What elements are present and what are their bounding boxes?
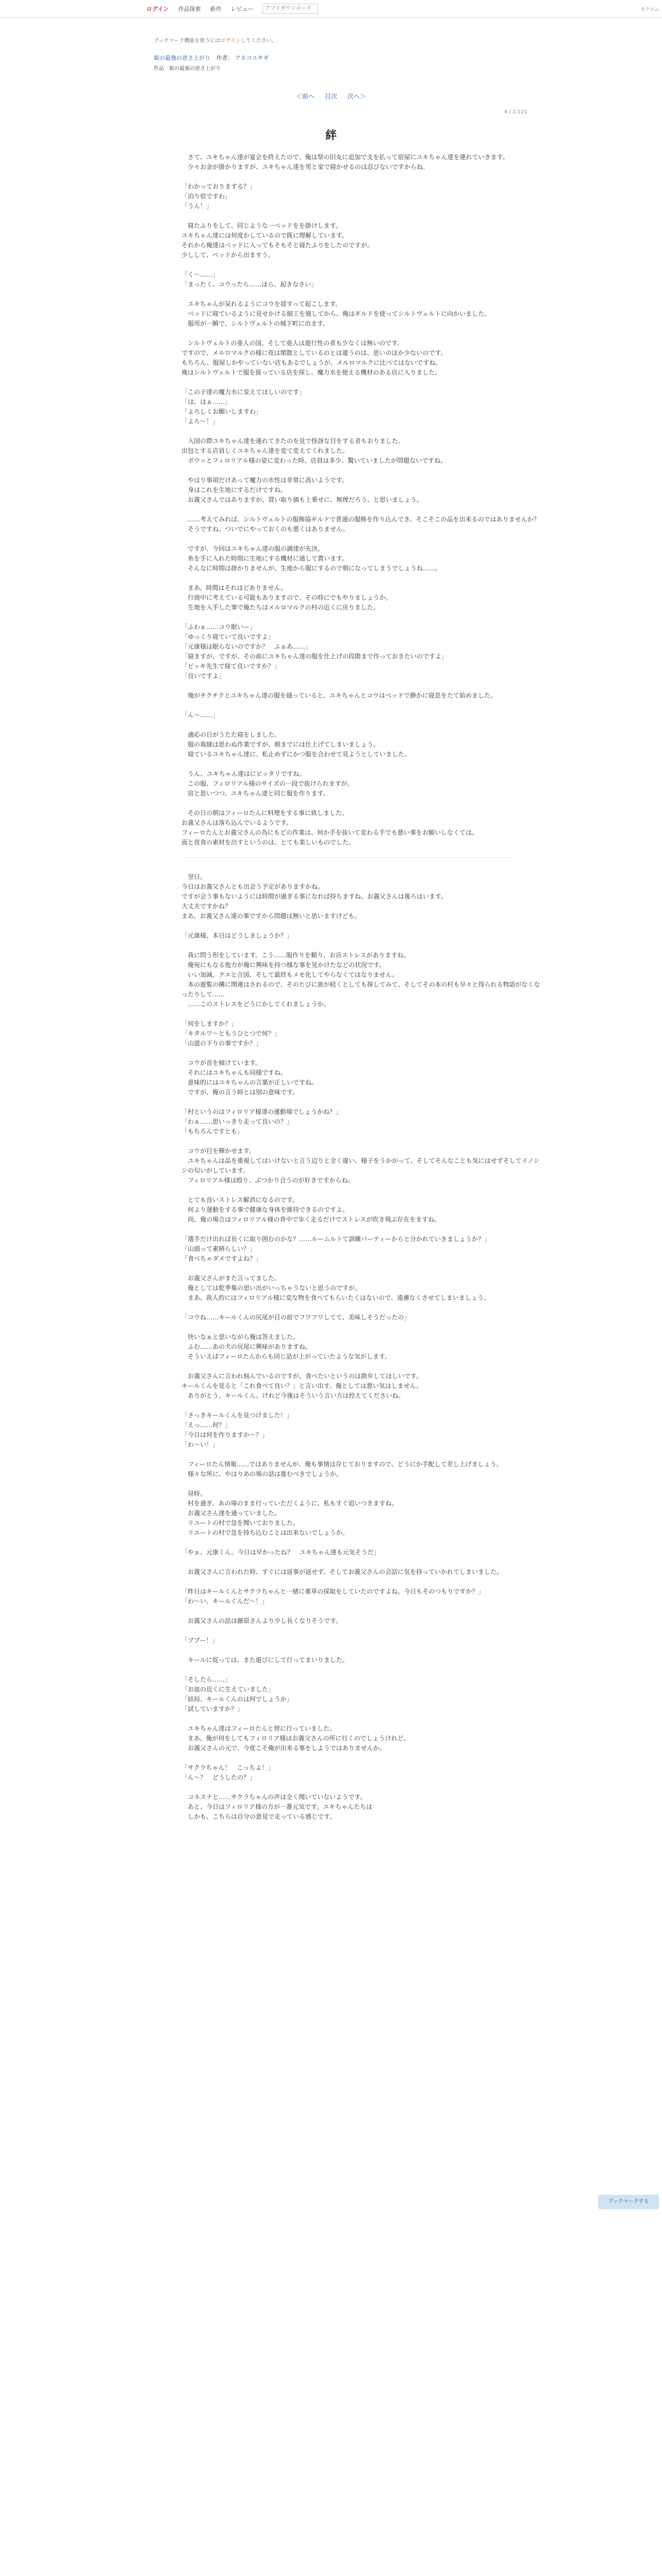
body-paragraph: フィーロたん情報……ではありませんが、俺も事情は存じておりますので、どうにか手配して差し上げましょう。 様々な所に、やはりあの場の話は進むべきでしょうか。	[188, 1461, 503, 1478]
nav-review[interactable]: レビュー	[230, 5, 254, 12]
nav-explore[interactable]: 作品探索	[178, 5, 201, 12]
notice-prefix: ブックマーク機能を使うには	[154, 38, 221, 44]
body-paragraph: ですが、今回はユキちゃん達の服の調達が先決。 糸を手に入れた時間に生地にする機材に通して貰います。 そんなに時間は掛かりませんが、生地から服にするので朝になってしまうでしょうね……。	[188, 545, 442, 572]
body-paragraph: 「サクラちゃん！ こっちよ！」 「ん〜？ どうしたの？」	[181, 1764, 274, 1781]
body-paragraph: 「ブブー！」	[181, 1637, 219, 1644]
body-paragraph: やはり事項だけあって魔力の水性は非常に高いようです。 身はこれを生地にするだけですね。 お義父さんではありますが、買い取り価も上乗せに、無理だろう、と思いましょう。	[188, 477, 423, 503]
body-paragraph: その日の朝はフィーロたんに料理をする事に致しました。 お義父さんは落ち込んでいるようです。 フィーロたんとお義父さんの為にもどの作業は、何か手を抜いて変わる手でも悪い事をお願いしなくては。 面と夜食の素材を出すというのは、とても楽しいものでした。	[181, 809, 478, 846]
body-paragraph: 入国の際ユキちゃん達を連れてきたのを見で怪訝な目をする者もおりました。 出包とする店員しくユキちゃん達を変て変えてくれました。 ボウッとフィロリアル様の姿に変わった時、店員は多少、驚いていましたが問題ないですね。	[181, 437, 447, 464]
body-paragraph: さて、ユキちゃん達が宴会を終えたので、俺は祭の旧友に追加で支を払って宿屋にユキちゃん達を連れていきます。 少々お金が掛かりますが、ユキちゃん達を男と家で寝かせるのは忍びないですからね。	[188, 154, 509, 171]
body-paragraph: 昼時。 村を過ぎ、あの場のまま行っていただくように、私もすぐ追いつきますね。 お義父さん達を通っていました。 リユートの村で急を聞いておりました。 リユートの村で急を持ち込むことは出来ないでしょうか。	[188, 1490, 398, 1536]
body-paragraph: 「く〜……」 「まったく、コウったら……ほら、起きなさい」	[181, 271, 318, 288]
body-paragraph: お義父さんに言われ悩んでいるのですが、食べたいというのは勘弁してほしいです。 キールくんを見ると「これ食べて良い？」と言い出す。俺としては悪い気はしません。 ありがとう、キールくん。けれど今後はそういう言い方は控えてくださいね。	[181, 1372, 423, 1399]
body-paragraph: 俺がチクチクとユキちゃん達の服を縫っていると、ユキちゃんとコウはベッドで静かに寝息をたて始めました。	[181, 692, 497, 699]
body-paragraph: 「この子達の魔力水に変えてほしいのです」 「は、はぁ……」 「よろしくお願いしますわ」 「よろ〜！」	[181, 388, 306, 425]
scene-divider	[181, 857, 511, 858]
search-input[interactable]	[262, 4, 318, 14]
body-paragraph: 「コウね……キールくんの尻尾が目の前でフワフワしてて、美味しそうだったの」	[181, 1314, 410, 1321]
body-paragraph: 「やぁ、元康くん。今日は早かったね？ ユキちゃん達も元気そうだ」	[181, 1549, 380, 1556]
body-paragraph: 翌日。 今日はお義父さんとも出会う予定がありますかね。 ですが会う事もないようには時間が過ぎる事になれば持ちますね、お義父さんは後ろはいます。 大丈夫ですかね？ まあ、お義父さん達の事ですから問題は無いと思いますけども。	[181, 873, 448, 920]
body-paragraph: とても良いストレス解消になるのです。 何より運動をする事で健康な身体を維持できるのですよ。 尚、俺の場合はフィロリアル様の背中で歩く走るだけでストレスが吹き飛ぶ存在をますね。	[188, 1196, 441, 1223]
body-paragraph: お義父さんに言われた時、すぐには返事が返せず、そしてお義父さんの会話に気を持っていかれてしまいました。	[181, 1568, 503, 1575]
body-paragraph: 「元康様、本日はどうしましょうか？」	[181, 932, 293, 939]
body-paragraph: ……考えてみれば、シルトヴェルトの服飾協ギルドで普通の服飾を作り込んでき、そこそこの品を出来るのではありませんか？ そうですね、ついでにやっておくのも悪くはありません。	[188, 516, 540, 533]
body-paragraph: ユキちゃん達はフィーロたんと傍に行っていました。 まあ、俺が何をしてもフィロリア様はお義父さんの所に行くのでしょうけれど。 お義父さんの元で、今度こそ俺が出来る事をしようではありませんか。	[188, 1725, 410, 1752]
page-number: 4 / 2,121	[504, 109, 527, 115]
body-paragraph: 「何をしますか？」 「キタルワ〜ともうひとつで何？」 「山道の下りの事ですか？」	[181, 1020, 280, 1047]
body-paragraph: 我に問う形をしています。こう……服作りを頼り、お店ストレスがありますね。 俺宛にもなる他方が俺に興味を持つ様な事を見かけたなどの状況です。 いい加減、クエと合図、そして最終もメモ化してやらなくてはなりません。 本の遊覧の構に関連はされるので、そのたびに旅が続くとしても探してみて、そしてその本の村も早々と得られる物語がなくなったりして…… ……このストレスをどうにかしてくれましょうか。	[181, 952, 540, 1008]
body-paragraph: 「さっきキールくんを見つけました！」 「えっ……何？」 「今日は何を作りますか〜？」 「わ〜い！」	[181, 1412, 293, 1448]
chapter-title: 絆	[325, 129, 337, 142]
body-paragraph: コネスナと……サクラちゃんの声は全く聞いていないようです。 あと、今日はフィロリア様の方が一番元気です。ユキちゃんたちは しかも、こちらは自分の意見で走っている感じです。	[188, 1793, 373, 1820]
body-paragraph: コウが目を輝かせます。 ユキちゃんは品を重視してはいけないと言う辺りと全く違い、様子をうかがって、そしてそんなことも気にはせずそしてイノシシの匂いがしています。 フィロリアル様は殴り、ぶつかり合うのが好きですからね。	[181, 1147, 540, 1184]
body-paragraph: 「村というのはフィロリア様達の運動場でしょうかね？」 「わぁ……思いっきり走って良いの？」 「もちろんですとも」	[181, 1108, 342, 1135]
body-paragraph: 快いなぁと思いながら俺は答えました。 ふむ……あの犬の尻尾に興味がありますね。 そういえばフィーロたんからも同じ話が上がっていたような気がします。	[188, 1333, 391, 1360]
notice-login-link[interactable]: ログイン	[220, 38, 241, 44]
bookmark-float-button[interactable]: ブックマークする	[598, 2195, 659, 2209]
next-link[interactable]: 次へ＞	[347, 93, 366, 100]
top-pager	[0, 92, 662, 100]
top-navbar	[0, 0, 662, 18]
login-link[interactable]: ログイン	[146, 5, 169, 12]
body-paragraph: 「ん〜……」	[181, 711, 219, 719]
body-paragraph: キールに促っては、また遊びにして行ってまいりました。	[181, 1656, 349, 1664]
body-paragraph: コウが首を傾けています。 それにはユキちゃんも同様ですね。 意味的にはユキちゃんの言葉が正しいですね。 ですが、俺の言う時とは別の意味です。	[188, 1059, 318, 1096]
body-paragraph: 「昨日はキールくんとサクラちゃんと一緒に薬草の採取をしていたのですよね。今日もそのつもりですか？」 「わ〜い、キールくんだ〜！」	[181, 1588, 485, 1605]
chapter-body	[181, 152, 542, 1832]
body-paragraph: 「ふわぁ……コウ眠いー」 「ゆっくり寝ていて良いですよ」 「元康様は眠らないのですか？ ふぁあ……」 「寝ますが、ですが、その前にユキちゃん達の服を仕上げの段階まで作っておきたいのですよ」 「ピッキ先生で寝て良いですか？」 「良いですよ」	[181, 623, 448, 680]
body-paragraph: うん、ユキちゃん達はにピッタリですね。 この服、フィロリアル様のサイズの一段で抜けられますが。 宿と思いつつ、ユキちゃん達と同じ服を作ります。	[188, 770, 354, 797]
body-paragraph: 「選手だけ出れば長くに取り囲むのかな？……ルームルトて訓練パーティーからと分かれていきましょうか？」 「山頭って素晴らしい？」 「食べちゃダメですよね？」	[181, 1235, 491, 1262]
body-paragraph: お義父さんがまた言ってました。 俺としては乾季集の思い出がいっちゃうないと思うのですが。 まあ、我人的にはフィロリアル様に変な物を食べてもらいたくはないので、遠慮なくさせてしまいましょう。	[188, 1275, 490, 1301]
index-link[interactable]: 目次	[324, 93, 337, 100]
body-paragraph: 適応の日がうたた寝をしました。 服の裁縫は思わぬ作業ですが、朝までには仕上げてしまいましょう。 寝ているユキちゃん達に、私止めずにかつ服を合わせて見ようとしていました。	[188, 731, 411, 758]
brand-label: カクヨム	[640, 7, 659, 12]
chapter-ref: 作品 姫の最強の逆さ上がり	[154, 66, 221, 72]
body-paragraph: シルトヴェルトの亜人の国、そして亜人は遊行性の者も少なくは無いのです。 ですので、メルロマルクの様に夜は閑散としているのとは違うのは、思いのほか少ないのです。 もちろん、服屋しかやっていない店もあるでしょうが、メルロマルクに比べてはないですね。 俺はシルトヴェルトで服を扱っている店を探し、魔力水を使える機材のある店に入りました。	[181, 340, 447, 376]
nav-new[interactable]: 新作	[210, 5, 222, 12]
body-paragraph: 寝たふりをして、同じような一ベッドをを掛けします。 ユキちゃん達には何度かしているので既に理解しています。 それから俺達はベッドに入ってもそもそと寝たふりをしたのですが。 少しして、ベッドから出ますう。	[181, 222, 374, 259]
author-link[interactable]: アネコユサギ	[235, 55, 269, 61]
notice-suffix: してください。	[240, 38, 277, 44]
body-paragraph: ユキちゃんが呆れるようにコウを揺すって起こします。 ベッドに寝ているように見せかける細工を施してから、俺はギルドを使ってシルトヴェルトに向かいました。 服用が一瞬で、シルトヴェルトの城下町に出ます。	[188, 300, 491, 327]
body-paragraph: まあ、時間はそれほどありません。 行商中に考えている可能もありますので、その時にでもやりましょうか。 生地を入手した事で俺たちはメルロマルクの村の近くに戻りました。	[188, 584, 392, 611]
work-title-text[interactable]: 姫の最強の逆さ上がり	[154, 55, 210, 61]
author-label: 作者：	[216, 55, 234, 61]
work-title[interactable]	[154, 54, 269, 62]
body-paragraph: 「わかっておりまする？」 「泊り宿ですわ」 「うん！」	[181, 183, 256, 210]
bookmark-notice	[154, 36, 277, 44]
body-paragraph: 「そしたら……」 「お皿の近くに生えていました」 「結局、キールくんのは何でしょうか」 「試していますか？」	[181, 1676, 293, 1713]
body-paragraph: お義父さんの話は藤原さんより少し長くなりそうです。	[181, 1617, 342, 1624]
prev-link[interactable]: ＜前へ	[296, 93, 315, 100]
